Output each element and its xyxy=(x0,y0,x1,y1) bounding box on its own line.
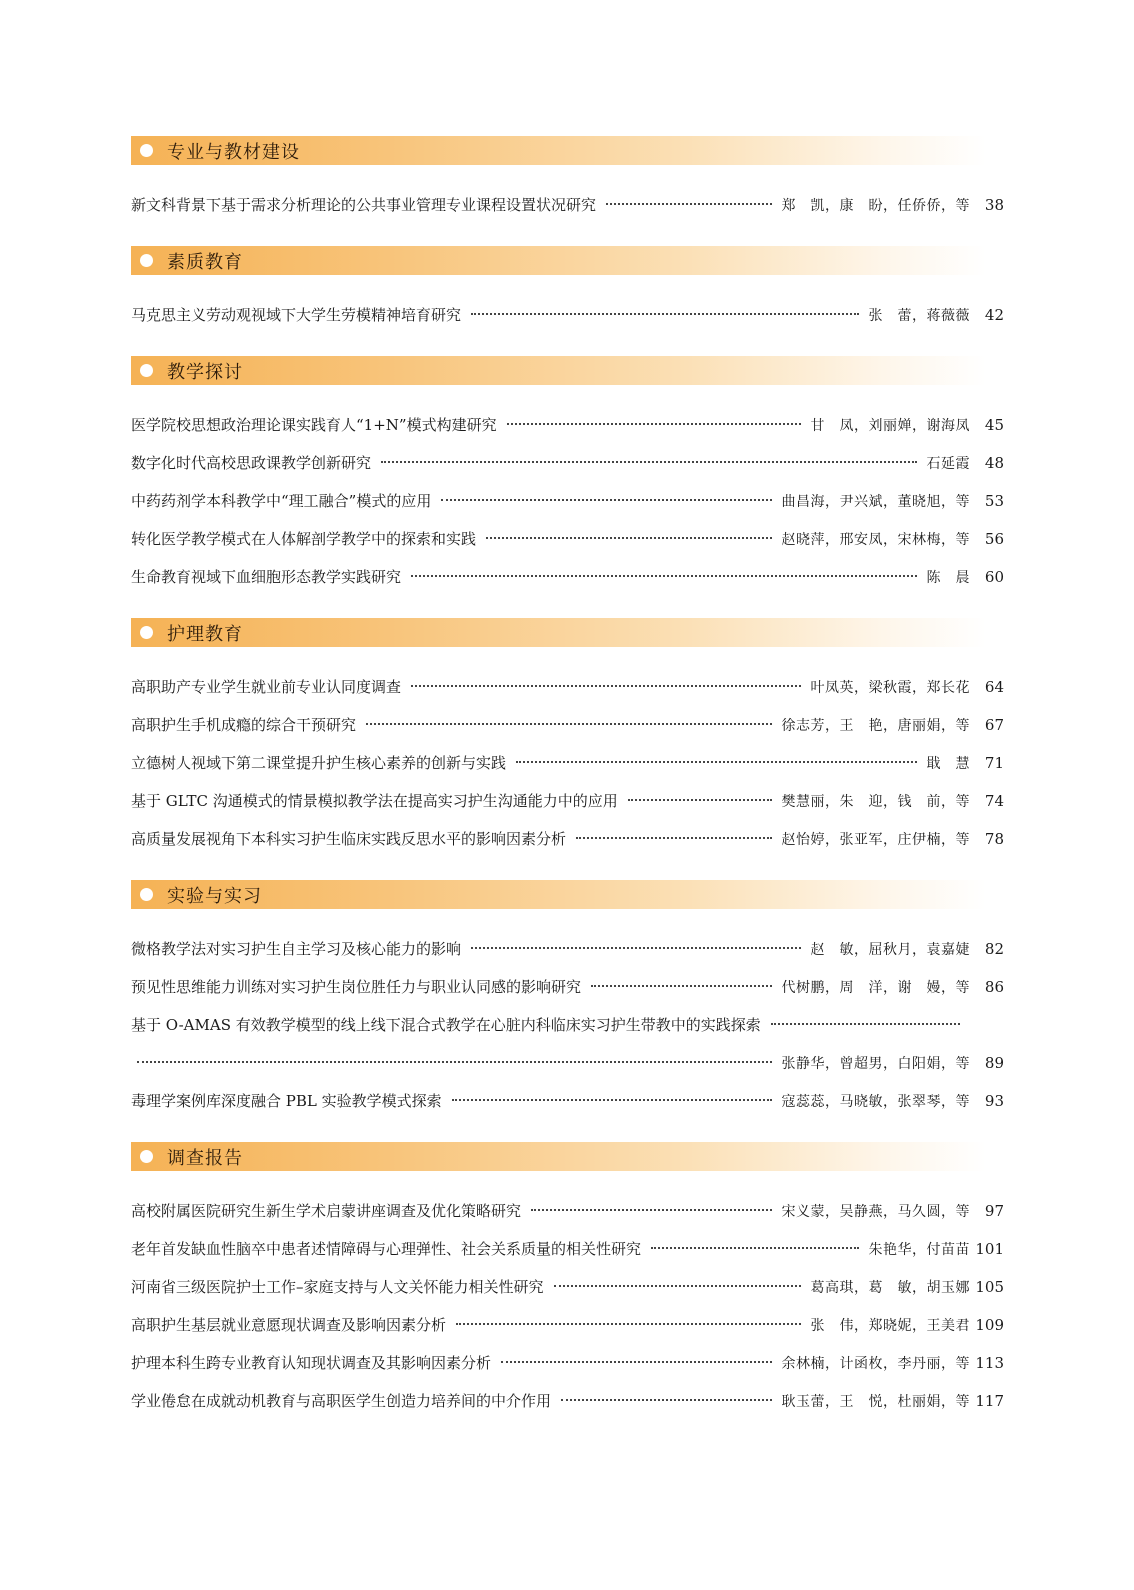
entry-page: 101 xyxy=(975,1240,1004,1258)
entry-title: 毒理学案例库深度融合 PBL 实验教学模式探索 xyxy=(131,1092,442,1110)
entry-authors: 张 伟，郑晓妮，王美君 xyxy=(810,1318,970,1334)
dot-leader xyxy=(411,575,916,577)
toc-entry[interactable] xyxy=(131,444,1004,482)
toc-entry[interactable] xyxy=(131,1306,1004,1344)
entry-authors: 樊慧丽，朱 迎，钱 前，等 xyxy=(781,794,970,810)
toc-entry[interactable] xyxy=(131,782,1004,820)
section-survey-report xyxy=(131,1142,1004,1420)
toc-entry[interactable] xyxy=(131,186,1004,224)
entry-authors: 叶凤英，梁秋霞，郑长花 xyxy=(810,680,970,696)
entry-authors: 张 蕾，蒋薇薇 xyxy=(868,308,970,324)
entry-title: 新文科背景下基于需求分析理论的公共事业管理专业课程设置状况研究 xyxy=(131,196,597,214)
dot-leader xyxy=(591,985,771,987)
section-header xyxy=(131,136,986,165)
entry-title: 预见性思维能力训练对实习护生岗位胜任力与职业认同感的影响研究 xyxy=(131,978,582,996)
entry-page: 48 xyxy=(984,454,1004,472)
section-quality-education xyxy=(131,246,1004,334)
dot-leader xyxy=(606,203,771,205)
toc-entry[interactable] xyxy=(131,558,1004,596)
toc-entry[interactable] xyxy=(131,1082,1004,1120)
entry-title: 高质量发展视角下本科实习护生临床实践反思水平的影响因素分析 xyxy=(131,830,567,848)
dot-leader xyxy=(452,1099,772,1101)
entry-authors: 曲昌海，尹兴斌，董晓旭，等 xyxy=(781,494,970,510)
entry-title: 高职护生基层就业意愿现状调查及影响因素分析 xyxy=(131,1316,447,1334)
entry-page: 89 xyxy=(984,1054,1004,1072)
section-header xyxy=(131,356,986,385)
entry-title: 河南省三级医院护士工作–家庭支持与人文关怀能力相关性研究 xyxy=(131,1278,544,1296)
entry-page: 38 xyxy=(984,196,1004,214)
toc-entry[interactable] xyxy=(131,482,1004,520)
dot-leader xyxy=(576,837,771,839)
entry-title: 生命教育视域下血细胞形态教学实践研究 xyxy=(131,568,402,586)
entry-page: 71 xyxy=(984,754,1004,772)
entry-title: 学业倦怠在成就动机教育与高职医学生创造力培养间的中介作用 xyxy=(131,1392,552,1410)
entry-authors: 陈 晨 xyxy=(926,570,970,586)
entry-page: 74 xyxy=(984,792,1004,810)
toc-entry[interactable] xyxy=(131,968,1004,1006)
toc-entry[interactable] xyxy=(131,668,1004,706)
entry-authors: 余林楠，计函枚，李丹丽，等 xyxy=(781,1356,970,1372)
entry-authors: 赵怡婷，张亚军，庄伊楠，等 xyxy=(781,832,970,848)
toc-entry[interactable] xyxy=(131,1268,1004,1306)
bullet-icon xyxy=(140,1150,153,1163)
entry-authors: 代树鹏，周 洋，谢 嫚，等 xyxy=(781,980,970,996)
toc-entry-line-1 xyxy=(131,1006,1004,1044)
entry-page: 42 xyxy=(984,306,1004,324)
entry-title: 基于 GLTC 沟通模式的情景模拟教学法在提高实习护生沟通能力中的应用 xyxy=(131,792,618,810)
entry-title: 医学院校思想政治理论课实践育人“1+N”模式构建研究 xyxy=(131,416,497,434)
toc-entry[interactable] xyxy=(131,706,1004,744)
entry-page: 53 xyxy=(984,492,1004,510)
dot-leader xyxy=(516,761,916,763)
entry-authors: 耿玉蕾，王 悦，杜丽娟，等 xyxy=(781,1394,970,1410)
section-header xyxy=(131,618,986,647)
entry-authors: 宋义蒙，吴静燕，马久圆，等 xyxy=(781,1204,970,1220)
entry-title: 立德树人视域下第二课堂提升护生核心素养的创新与实践 xyxy=(131,754,507,772)
entry-authors: 葛高琪，葛 敏，胡玉娜 xyxy=(810,1280,970,1296)
dot-leader xyxy=(501,1361,771,1363)
entry-title: 高职助产专业学生就业前专业认同度调查 xyxy=(131,678,402,696)
entry-authors: 戢 慧 xyxy=(926,756,970,772)
entry-title: 护理本科生跨专业教育认知现状调查及其影响因素分析 xyxy=(131,1354,492,1372)
dot-leader xyxy=(486,537,771,539)
entry-page: 60 xyxy=(984,568,1004,586)
entry-page: 117 xyxy=(975,1392,1004,1410)
entry-authors: 郑 凯，康 盼，任侨侨，等 xyxy=(781,198,970,214)
section-title: 调查报告 xyxy=(167,1147,243,1169)
entry-title: 高校附属医院研究生新生学术启蒙讲座调查及优化策略研究 xyxy=(131,1202,522,1220)
section-header xyxy=(131,246,986,275)
entry-page: 97 xyxy=(984,1202,1004,1220)
bullet-icon xyxy=(140,626,153,639)
entry-authors: 甘 凤，刘丽婵，谢海凤 xyxy=(810,418,970,434)
entry-page: 45 xyxy=(984,416,1004,434)
bullet-icon xyxy=(140,144,153,157)
toc-entry[interactable] xyxy=(131,820,1004,858)
toc-entry[interactable] xyxy=(131,520,1004,558)
entry-page: 113 xyxy=(975,1354,1004,1372)
dot-leader xyxy=(651,1247,858,1249)
entry-authors: 朱艳华，付苗苗 xyxy=(868,1242,970,1258)
entry-page: 86 xyxy=(984,978,1004,996)
entry-page: 82 xyxy=(984,940,1004,958)
toc-entry-wrapped[interactable] xyxy=(131,1006,1004,1082)
entry-title: 高职护生手机成瘾的综合干预研究 xyxy=(131,716,357,734)
section-title: 教学探讨 xyxy=(167,361,243,383)
dot-leader xyxy=(771,1023,960,1025)
entry-title: 老年首发缺血性脑卒中患者述情障碍与心理弹性、社会关系质量的相关性研究 xyxy=(131,1240,642,1258)
section-title: 素质教育 xyxy=(167,251,243,273)
table-of-contents xyxy=(131,136,1004,1442)
entry-title: 马克思主义劳动观视域下大学生劳模精神培育研究 xyxy=(131,306,462,324)
entry-authors: 赵晓萍，邢安凤，宋林梅，等 xyxy=(781,532,970,548)
bullet-icon xyxy=(140,888,153,901)
section-header xyxy=(131,880,986,909)
toc-entry[interactable] xyxy=(131,1230,1004,1268)
dot-leader xyxy=(381,461,916,463)
entry-title: 数字化时代高校思政课教学创新研究 xyxy=(131,454,372,472)
dot-leader xyxy=(471,313,858,315)
entry-authors: 寇蕊蕊，马晓敏，张翠琴，等 xyxy=(781,1094,970,1110)
entry-authors: 徐志芳，王 艳，唐丽娟，等 xyxy=(781,718,970,734)
dot-leader xyxy=(471,947,800,949)
dot-leader xyxy=(456,1323,800,1325)
section-header xyxy=(131,1142,986,1171)
dot-leader xyxy=(137,1061,772,1063)
dot-leader xyxy=(441,499,771,501)
toc-entry[interactable] xyxy=(131,744,1004,782)
entry-authors: 张静华，曾超男，白阳娟，等 xyxy=(781,1056,970,1072)
dot-leader xyxy=(366,723,771,725)
dot-leader xyxy=(531,1209,771,1211)
toc-entry[interactable] xyxy=(131,1382,1004,1420)
toc-entry-line-2 xyxy=(131,1044,1004,1082)
toc-entry[interactable] xyxy=(131,1344,1004,1382)
entry-title: 基于 O-AMAS 有效教学模型的线上线下混合式教学在心脏内科临床实习护生带教中的实践探索 xyxy=(131,1016,761,1034)
dot-leader xyxy=(628,799,772,801)
section-nursing-education xyxy=(131,618,1004,858)
entry-title: 转化医学教学模式在人体解剖学教学中的探索和实践 xyxy=(131,530,477,548)
section-experiment-internship xyxy=(131,880,1004,1120)
dot-leader xyxy=(411,685,800,687)
bullet-icon xyxy=(140,364,153,377)
toc-entry[interactable] xyxy=(131,1192,1004,1230)
toc-entry[interactable] xyxy=(131,930,1004,968)
entry-authors: 赵 敏，屈秋月，袁嘉婕 xyxy=(810,942,970,958)
entry-page: 64 xyxy=(984,678,1004,696)
toc-entry[interactable] xyxy=(131,296,1004,334)
entry-page: 67 xyxy=(984,716,1004,734)
entry-title: 中药药剂学本科教学中“理工融合”模式的应用 xyxy=(131,492,432,510)
dot-leader xyxy=(554,1285,801,1287)
entry-authors: 石延霞 xyxy=(926,456,970,472)
toc-entry[interactable] xyxy=(131,406,1004,444)
section-major-textbook xyxy=(131,136,1004,224)
entry-page: 105 xyxy=(975,1278,1004,1296)
section-title: 专业与教材建设 xyxy=(167,141,300,163)
section-title: 护理教育 xyxy=(167,623,243,645)
entry-page: 56 xyxy=(984,530,1004,548)
entry-page: 109 xyxy=(975,1316,1004,1334)
entry-page: 78 xyxy=(984,830,1004,848)
dot-leader xyxy=(561,1399,771,1401)
bullet-icon xyxy=(140,254,153,267)
section-title: 实验与实习 xyxy=(167,885,262,907)
entry-title: 微格教学法对实习护生自主学习及核心能力的影响 xyxy=(131,940,462,958)
entry-page: 93 xyxy=(984,1092,1004,1110)
section-teaching-discussion xyxy=(131,356,1004,596)
dot-leader xyxy=(507,423,801,425)
